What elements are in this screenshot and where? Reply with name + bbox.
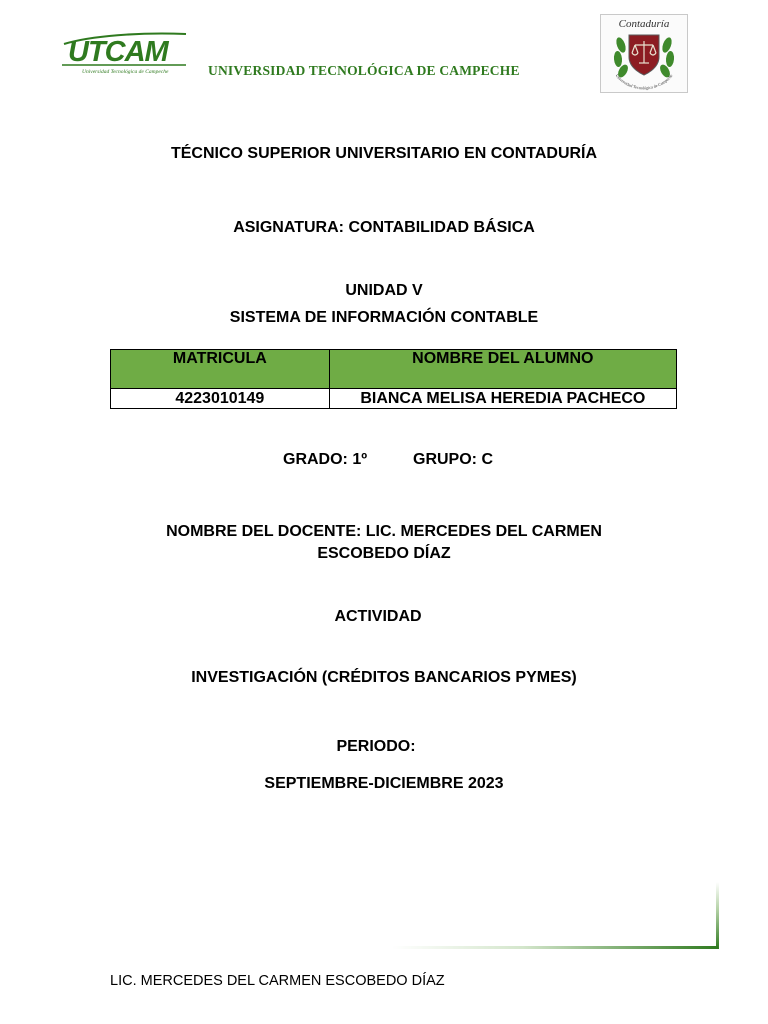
footer-author: LIC. MERCEDES DEL CARMEN ESCOBEDO DÍAZ: [110, 973, 445, 989]
utcam-logo-graphic: [60, 28, 190, 76]
logo-tagline: Universidad Tecnológica de Campeche: [82, 69, 169, 75]
contaduria-crest: [600, 14, 688, 93]
crest-ring-text: Universidad Tecnológica de Campeche: [614, 73, 674, 91]
footer-border-vertical: [716, 882, 719, 949]
activity-label: ACTIVIDAD: [334, 608, 422, 625]
program-title: TÉCNICO SUPERIOR UNIVERSITARIO EN CONTADURÍA: [170, 145, 598, 162]
period-label: PERIODO:: [336, 738, 416, 755]
unit-line: UNIDAD V: [345, 282, 423, 299]
table-header-row: [111, 350, 677, 389]
utcam-logo: [60, 28, 190, 76]
university-name: UNIVERSIDAD TECNOLÓGICA DE CAMPECHE: [208, 63, 520, 78]
crest-emblem: [601, 15, 687, 92]
table-row: [111, 389, 677, 409]
activity-title: INVESTIGACIÓN (CRÉDITOS BANCARIOS PYMES): [191, 669, 577, 686]
header-student-name: NOMBRE DEL ALUMNO: [329, 350, 676, 389]
subject-line: ASIGNATURA: CONTABILIDAD BÁSICA: [233, 219, 535, 236]
student-table: [110, 349, 677, 409]
footer-border-horizontal: [392, 946, 718, 949]
header-matricula: MATRICULA: [111, 350, 330, 389]
cell-student-name: BIANCA MELISA HEREDIA PACHECO: [329, 389, 676, 409]
cell-matricula: 4223010149: [111, 389, 330, 409]
logo-text: UTCAM: [68, 36, 168, 68]
grade-label: GRADO: 1º: [283, 451, 368, 468]
group-label: GRUPO: C: [413, 451, 493, 468]
teacher-name-line2: ESCOBEDO DÍAZ: [317, 545, 451, 562]
period-value: SEPTIEMBRE-DICIEMBRE 2023: [264, 775, 504, 792]
unit-title: SISTEMA DE INFORMACIÓN CONTABLE: [229, 309, 539, 326]
crest-title: Contaduría: [618, 18, 670, 30]
teacher-name-line1: NOMBRE DEL DOCENTE: LIC. MERCEDES DEL CARMEN: [166, 523, 602, 540]
